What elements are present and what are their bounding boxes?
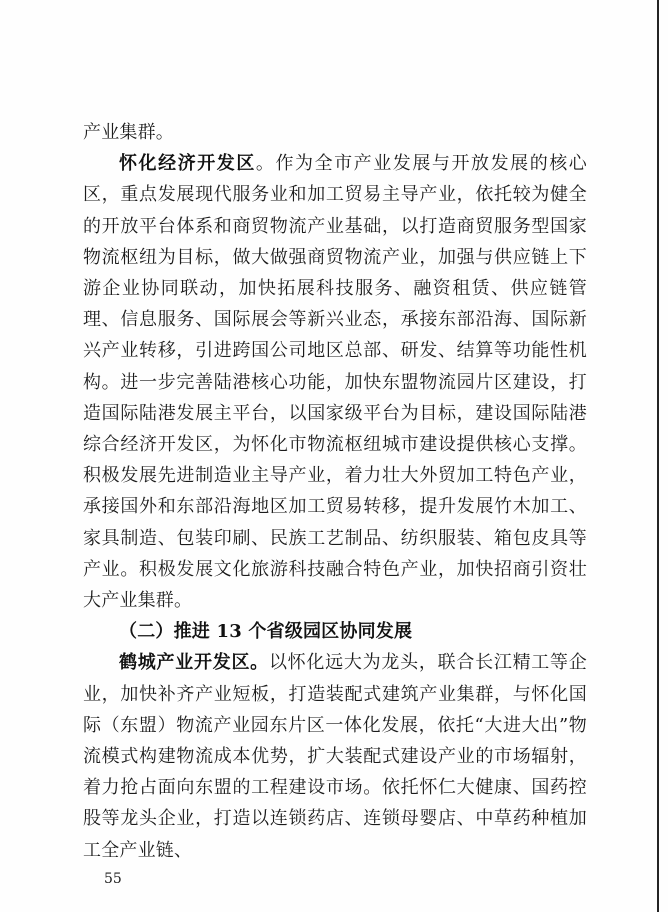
section-heading-2-text: （二）推进 13 个省级园区协同发展 bbox=[119, 621, 413, 643]
paragraph-huaihua-text: 。作为全市产业发展与开放发展的核心区，重点发展现代服务业和加工贸易主导产业，依托较为健全的开放平台体系和商贸物流产业基础，以打造商贸服务型国家物流枢纽为目标，做大做强商贸物流产业，加强与供应链上下游企业协同联动，加快拓展科技服务、融资租赁、供应链管理、信息服务、国际展会等新兴业态，承接东部沿海、国际新兴产业转移，引进跨国公司地区总部、研发、结算等功能性机构。进一步完善陆港核心功能，加快东盟物流园片区建设，打造国际陆港发展主平台，以国家级平台为目标，建设国际陆港综合经济开发区，为怀化市物流枢纽城市建设提供核心支撑。积极发展先进制造业主导产业，着力壮大外贸加工特色产业，承接国外和东部沿海地区加工贸易转移，提升发展竹木加工、家具制造、包装印刷、民族工艺制品、纺织服装、箱包皮具等产业。积极发展文化旅游科技融合特色产业，加快招商引资壮大产业集群。 bbox=[83, 153, 588, 612]
paragraph-continuation bbox=[83, 117, 587, 148]
paragraph-hecheng-zone bbox=[83, 647, 587, 865]
paragraph-huaihua-lead-bold: 怀化经济开发区 bbox=[119, 153, 256, 175]
paragraph-hecheng-text: 以怀化远大为龙头，联合长江精工等企业，加快补齐产业短板，打造装配式建筑产业集群，与怀化国际（东盟）物流产业园东片区一体化发展，依托“大进大出”物流模式构建物流成本优势，扩大装配式建设产业的市场辐射，着力抢占面向东盟的工程建设市场。依托怀仁大健康、国药控股等龙头企业，打造以连锁药店、连锁母婴店、中草药种植加工全产业链、 bbox=[83, 652, 587, 861]
paragraph-huaihua-zone bbox=[83, 148, 587, 616]
paragraph-hecheng-lead-bold: 鹤城产业开发区。 bbox=[119, 652, 269, 674]
paragraph-continuation-text: 产业集群。 bbox=[83, 122, 174, 143]
scan-edge-line bbox=[657, 0, 659, 912]
section-heading-2 bbox=[83, 616, 587, 647]
document-body bbox=[83, 117, 587, 866]
page-number: 55 bbox=[104, 871, 122, 887]
